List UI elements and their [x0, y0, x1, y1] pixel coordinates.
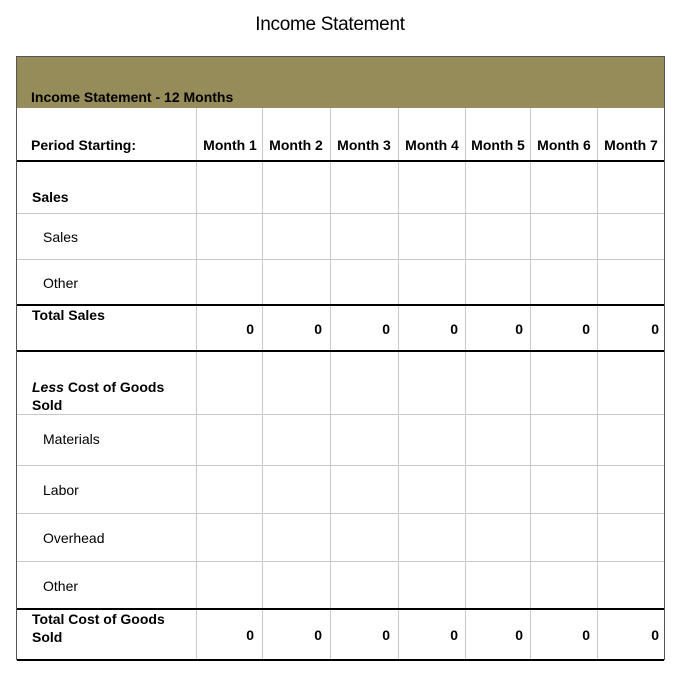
row-divider — [17, 561, 664, 562]
column-divider — [597, 108, 598, 661]
sales-section-header: Sales — [32, 189, 69, 205]
table-banner — [17, 57, 664, 108]
total-cogs-value: 0 — [450, 627, 458, 643]
month-header: Month 6 — [537, 137, 591, 153]
column-divider — [530, 108, 531, 661]
month-header: Month 5 — [471, 137, 525, 153]
column-divider — [196, 108, 197, 661]
row-divider — [17, 465, 664, 466]
total-cogs-label: Total Cost of Goods Sold — [32, 611, 165, 645]
period-starting-label: Period Starting: — [31, 137, 137, 153]
month-header: Month 3 — [337, 137, 391, 153]
total-cogs-value: 0 — [651, 627, 659, 643]
total-sales-value: 0 — [314, 321, 322, 337]
column-divider — [398, 108, 399, 661]
row-divider — [17, 213, 664, 214]
cogs-section-header — [32, 378, 192, 414]
month-header: Month 4 — [405, 137, 459, 153]
total-sales-value: 0 — [651, 321, 659, 337]
total-sales-value: 0 — [246, 321, 254, 337]
month-header: Month 7 — [604, 137, 658, 153]
total-cogs-value: 0 — [382, 627, 390, 643]
total-sales-label: Total Sales — [32, 307, 105, 323]
cogs-header-less: Less — [32, 379, 64, 395]
row-divider — [17, 513, 664, 514]
total-cogs-value: 0 — [314, 627, 322, 643]
cogs-row-label: Overhead — [43, 530, 105, 546]
row-divider — [17, 160, 664, 162]
row-divider — [17, 659, 664, 661]
total-sales-value: 0 — [582, 321, 590, 337]
row-divider — [17, 350, 664, 352]
column-divider — [262, 108, 263, 661]
banner-label: Income Statement - 12 Months — [31, 89, 234, 105]
total-sales-value: 0 — [382, 321, 390, 337]
cogs-header-text: Cost of Goods Sold — [32, 379, 165, 413]
month-header: Month 1 — [203, 137, 257, 153]
income-statement-table — [16, 56, 665, 660]
column-divider — [330, 108, 331, 661]
column-divider — [465, 108, 466, 661]
cogs-row-label: Labor — [43, 482, 79, 498]
document-title: Income Statement — [255, 14, 405, 35]
total-sales-value: 0 — [515, 321, 523, 337]
cogs-row-label: Materials — [43, 431, 100, 447]
month-header: Month 2 — [269, 137, 323, 153]
total-cogs-value: 0 — [582, 627, 590, 643]
total-cogs-value: 0 — [515, 627, 523, 643]
total-cogs-value: 0 — [246, 627, 254, 643]
total-sales-value: 0 — [450, 321, 458, 337]
row-divider — [17, 259, 664, 260]
row-divider — [17, 414, 664, 415]
sales-row-label: Other — [43, 275, 79, 291]
cogs-row-label: Other — [43, 578, 79, 594]
row-divider — [17, 304, 664, 306]
sales-row-label: Sales — [43, 229, 79, 245]
